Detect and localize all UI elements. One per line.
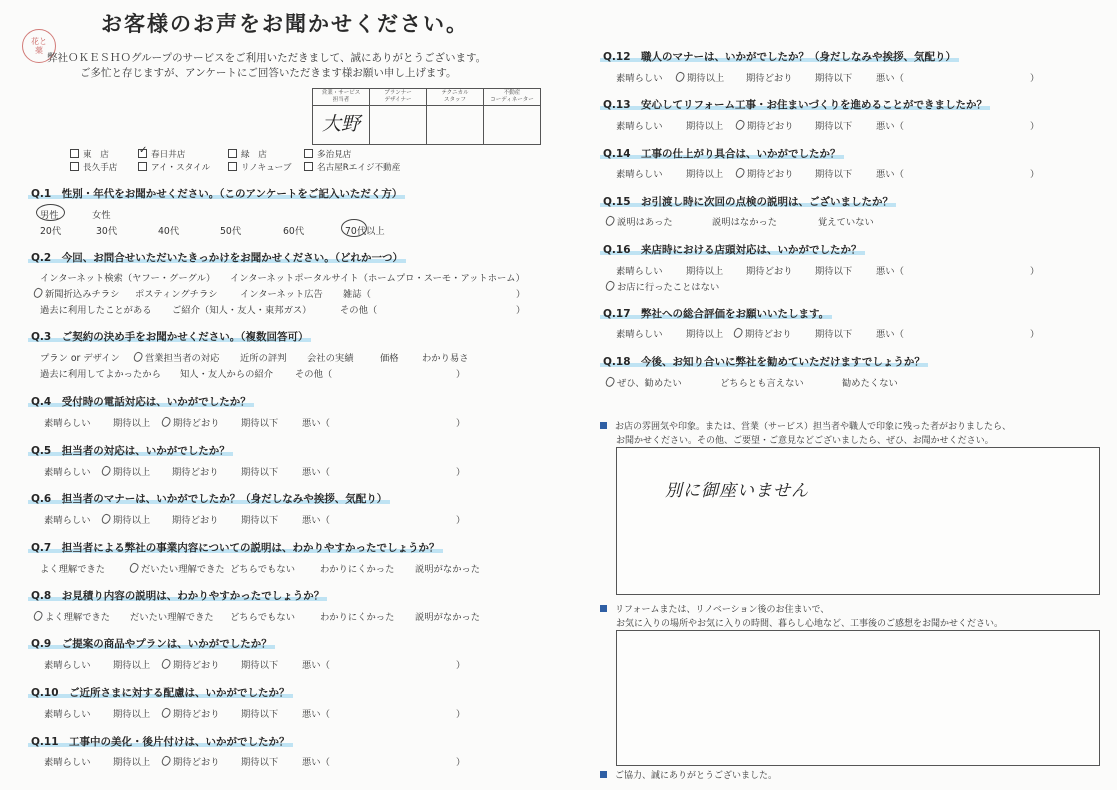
rating-option[interactable]: 期待以下 [241, 467, 279, 478]
question-16: Q.16 来店時における店頭対応は、いかがでしたか？ [600, 242, 865, 257]
question-14: Q.14 工事の仕上がり具合は、いかがでしたか？ [600, 146, 844, 161]
after-prompt-line-2: お気に入りの場所やお気に入りの時間、暮らし心地など、工事後のご感想をお聞かせください。 [616, 619, 1004, 629]
page-title: お客様のお声をお聞かせください。 [101, 12, 469, 36]
paren-close: ） [456, 660, 466, 671]
impression-prompt-line-2: お聞かせください。その他、ご要望・ご意見などございましたら、ぜひ、お聞かせください。 [616, 436, 994, 446]
staff-header-planner: プランナー デザイナー [370, 89, 427, 106]
rating-option[interactable]: 期待以上 [113, 709, 151, 720]
checkbox-icon[interactable] [304, 149, 313, 158]
staff-cell-sales[interactable] [313, 106, 370, 145]
answer-circle-icon [36, 204, 65, 221]
rating-option[interactable]: 期待以上 [686, 169, 724, 180]
checkbox-icon[interactable] [138, 162, 147, 171]
square-bullet-icon [600, 771, 607, 778]
understanding-option[interactable]: よく理解できた [40, 564, 106, 575]
q2-option[interactable]: 雑誌（ [343, 289, 371, 300]
understanding-option[interactable]: わかりにくかった [320, 612, 395, 623]
rating-option[interactable]: 期待以下 [241, 709, 279, 720]
staff-cell-planner[interactable] [370, 106, 427, 145]
rating-option[interactable]: 期待どおり [736, 118, 794, 132]
explanation-option[interactable]: 説明はあった [606, 214, 673, 228]
rating-option[interactable]: 素晴らしい [44, 418, 91, 429]
check-mark-icon [604, 280, 616, 293]
check-mark-icon [128, 562, 140, 575]
rating-option[interactable]: 期待以上 [113, 418, 151, 429]
rating-option[interactable]: 期待どおり [162, 754, 220, 768]
store-option[interactable]: ✓ 春日井店 [139, 145, 186, 160]
intro-line-2: ご多忙と存じますが、アンケートにご回答いただきます様お願い申し上げます。 [80, 67, 457, 79]
check-mark-icon [160, 416, 172, 429]
rating-option[interactable]: 期待以上 [102, 464, 150, 478]
rating-option[interactable]: 期待以下 [241, 757, 279, 768]
rating-option[interactable]: 期待以上 [686, 266, 724, 277]
rating-option[interactable]: 期待以下 [241, 515, 279, 526]
rating-option[interactable]: 悪い（ [302, 467, 330, 478]
rating-option[interactable]: 期待以下 [241, 418, 279, 429]
rating-option[interactable]: 素晴らしい [616, 169, 663, 180]
paren-close: ） [1030, 73, 1040, 84]
rating-option[interactable]: 悪い（ [876, 169, 904, 180]
hanko-stamp: 花と 薬 [22, 29, 56, 63]
rating-option[interactable]: 期待以下 [815, 329, 853, 340]
question-8: Q.8 お見積り内容の説明は、わかりやすかったでしょうか？ [28, 588, 327, 603]
q1-option-age[interactable]: 40代 [158, 226, 180, 237]
after-prompt-line-1: リフォームまたは、リノベーション後のお住まいで、 [600, 602, 829, 615]
rating-option[interactable]: 期待以上 [113, 757, 151, 768]
q3-option[interactable]: プラン or デザイン [40, 353, 120, 364]
understanding-option[interactable]: 説明がなかった [415, 612, 481, 623]
q3-option[interactable]: 価格 [380, 353, 399, 364]
rating-option[interactable]: 期待以下 [815, 266, 853, 277]
q2-option[interactable]: インターネットポータルサイト（ホームプロ・スーモ・アットホーム） [230, 273, 525, 284]
q3-option[interactable]: 過去に利用してよかったから [40, 369, 161, 380]
q3-option[interactable]: 営業担当者の対応 [134, 350, 219, 364]
check-mark-icon [604, 215, 616, 228]
rating-option[interactable]: 期待以上 [686, 121, 724, 132]
rating-option[interactable]: 期待以上 [102, 512, 150, 526]
check-mark-icon [100, 465, 112, 478]
question-3: Q.3 ご契約の決め手をお聞かせください。（複数回答可） [28, 329, 311, 344]
q3-option[interactable]: その他（ [295, 369, 333, 380]
question-18: Q.18 今後、お知り合いに弊社を勧めていただけますでしょうか？ [600, 354, 928, 369]
question-9: Q.9 ご提案の商品やプランは、いかがでしたか？ [28, 636, 275, 651]
q1-option-female[interactable]: 女性 [92, 210, 111, 221]
staff-cell-realestate[interactable] [484, 106, 541, 145]
rating-option[interactable]: 期待どおり [162, 706, 220, 720]
answer-circle-icon [341, 219, 367, 237]
check-mark-icon [160, 658, 172, 671]
rating-option[interactable]: 期待どおり [172, 467, 219, 478]
rating-option[interactable]: 素晴らしい [44, 515, 91, 526]
question-2: Q.2 今回、お問合せいただいたきっかけをお聞かせください。（どれか一つ） [28, 250, 406, 265]
checkbox-checked-icon[interactable]: ✓ [139, 145, 148, 156]
check-mark-icon [32, 610, 44, 623]
store-option[interactable]: 名古屋Rエイジ不動産 [304, 161, 400, 173]
staff-header-technical: テクニカル スタッフ [427, 89, 484, 106]
impression-handwritten-answer: 別に御座いません [665, 481, 809, 501]
recommend-option[interactable]: 勧めたくない [842, 378, 898, 389]
rating-option[interactable]: 期待どおり [162, 415, 220, 429]
rating-option[interactable]: 悪い（ [302, 515, 330, 526]
rating-option[interactable]: 期待以下 [815, 121, 853, 132]
rating-option[interactable]: 素晴らしい [44, 467, 91, 478]
paren-close: ） [456, 418, 466, 429]
question-13: Q.13 安心してリフォーム工事・お住まいづくりを進めることができましたか？ [600, 97, 990, 112]
question-10: Q.10 ご近所さまに対する配慮は、いかがでしたか？ [28, 685, 293, 700]
question-15: Q.15 お引渡し時に次回の点検の説明は、ございましたか？ [600, 194, 896, 209]
check-mark-icon [160, 707, 172, 720]
rating-option[interactable]: 期待どおり [172, 515, 219, 526]
question-12: Q.12 職人のマナーは、いかがでしたか？（身だしなみや挨拶、気配り） [600, 49, 959, 64]
q2-option[interactable]: ポスティングチラシ [135, 289, 218, 300]
paren-close: ） [456, 515, 466, 526]
rating-option[interactable]: 期待どおり [736, 166, 794, 180]
q2-option[interactable]: インターネット広告 [240, 289, 323, 300]
rating-option[interactable]: 悪い（ [302, 660, 330, 671]
q3-option[interactable]: わかり易さ [422, 353, 469, 364]
rating-option[interactable]: 期待以下 [815, 73, 853, 84]
check-mark-icon [160, 755, 172, 768]
square-bullet-icon [600, 605, 607, 612]
q2-paren-close: ） [516, 305, 526, 316]
question-4: Q.4 受付時の電話対応は、いかがでしたか？ [28, 394, 254, 409]
check-mark-icon [734, 167, 746, 180]
store-option[interactable]: アイ・スタイル [138, 161, 210, 173]
q3-option[interactable]: 近所の評判 [240, 353, 287, 364]
handwritten-staff-name: 大野 [321, 113, 360, 135]
rating-option[interactable]: 期待どおり [734, 326, 792, 340]
never-visited-option[interactable]: お店に行ったことはない [606, 279, 719, 293]
understanding-option[interactable]: よく理解できた [34, 609, 110, 623]
rating-option[interactable]: 期待以下 [815, 169, 853, 180]
understanding-option[interactable]: だいたい理解できた [130, 612, 214, 623]
staff-header-realestate: 不動産 コーディネーター [484, 89, 541, 106]
paren-close: ） [1030, 266, 1040, 277]
check-mark-icon [604, 376, 616, 389]
q1-option-age[interactable]: 20代 [40, 226, 62, 237]
rating-option[interactable]: 素晴らしい [616, 329, 663, 340]
checkbox-icon[interactable] [70, 162, 79, 171]
paren-close: ） [456, 757, 466, 768]
store-option[interactable]: 長久手店 [70, 161, 117, 173]
explanation-option[interactable]: 覚えていない [818, 217, 874, 228]
explanation-option[interactable]: 説明はなかった [712, 217, 778, 228]
rating-option[interactable]: 素晴らしい [44, 757, 91, 768]
rating-option[interactable]: 素晴らしい [44, 660, 91, 671]
understanding-option[interactable]: どちらでもない [230, 564, 295, 575]
question-7: Q.7 担当者による弊社の事業内容についての説明は、わかりやすかったでしょうか？ [28, 540, 443, 555]
check-mark-icon [732, 327, 744, 340]
q2-option[interactable]: 過去に利用したことがある [40, 305, 152, 316]
intro-line-1: 弊社ＯＫＥＳＨＯグループのサービスをご利用いただきまして、誠にありがとうございます。 [47, 52, 487, 64]
understanding-option[interactable]: だいたい理解できた [130, 561, 225, 575]
check-mark-icon [100, 513, 112, 526]
q1-option-age[interactable]: 30代 [96, 226, 118, 237]
q3-paren-close: ） [456, 369, 466, 380]
checkbox-icon[interactable] [70, 149, 79, 158]
rating-option[interactable]: 悪い（ [876, 266, 904, 277]
rating-option[interactable]: 悪い（ [302, 757, 330, 768]
paren-close: ） [1030, 329, 1040, 340]
understanding-option[interactable]: わかりにくかった [320, 564, 395, 575]
recommend-option[interactable]: どちらとも言えない [720, 378, 804, 389]
q2-option[interactable]: 新聞折込みチラシ [34, 286, 119, 300]
square-bullet-icon [600, 422, 607, 429]
q3-option[interactable]: 知人・友人からの紹介 [180, 369, 273, 380]
rating-option[interactable]: 期待以下 [241, 660, 279, 671]
checkbox-icon[interactable] [228, 149, 237, 158]
recommend-option[interactable]: ぜひ、勧めたい [606, 375, 682, 389]
question-1: Q.1 性別・年代をお聞かせください。（このアンケートをご記入いただく方） [28, 186, 405, 201]
impression-prompt-line-1: お店の雰囲気や印象。または、営業（サービス）担当者や職人で印象に残った者がおりましたら、 [600, 419, 1011, 432]
rating-option[interactable]: 悪い（ [302, 418, 330, 429]
rating-option[interactable]: 素晴らしい [616, 266, 663, 277]
paren-close: ） [1030, 169, 1040, 180]
q1-option-male[interactable]: 男性 [40, 210, 59, 221]
checkbox-icon[interactable] [228, 162, 237, 171]
paren-close: ） [456, 709, 466, 720]
closing-message: ご協力、誠にありがとうございました。 [600, 768, 777, 781]
rating-option[interactable]: 悪い（ [302, 709, 330, 720]
staff-cell-technical[interactable] [427, 106, 484, 145]
rating-option[interactable]: 悪い（ [876, 121, 904, 132]
store-option[interactable]: 多治見店 [304, 148, 351, 160]
question-5: Q.5 担当者の対応は、いかがでしたか？ [28, 443, 233, 458]
check-mark-icon [674, 71, 686, 84]
rating-option[interactable]: 悪い（ [876, 329, 904, 340]
q2-option[interactable]: ご紹介（知人・友人・東邦ガス） [172, 305, 312, 316]
rating-option[interactable]: 素晴らしい [616, 121, 663, 132]
rating-option[interactable]: 悪い（ [876, 73, 904, 84]
q2-option[interactable]: インターネット検索（ヤフー・グーグル） [40, 273, 216, 284]
store-option[interactable]: 緑 店 [228, 148, 267, 160]
store-option[interactable]: 東 店 [70, 148, 109, 160]
q2-paren-close: ） [516, 289, 526, 300]
q2-option[interactable]: その他（ [340, 305, 378, 316]
q1-option-age[interactable]: 70代以上 [345, 226, 385, 237]
check-mark-icon [32, 287, 44, 300]
q1-option-age[interactable]: 50代 [220, 226, 242, 237]
rating-option[interactable]: 期待以上 [676, 70, 724, 84]
impression-textarea[interactable] [616, 447, 1100, 595]
rating-option[interactable]: 期待以上 [686, 329, 724, 340]
after-reform-textarea[interactable] [616, 630, 1100, 766]
q3-option[interactable]: 会社の実績 [307, 353, 354, 364]
rating-option[interactable]: 期待どおり [746, 73, 793, 84]
understanding-option[interactable]: 説明がなかった [415, 564, 481, 575]
paren-close: ） [1030, 121, 1040, 132]
rating-option[interactable]: 期待どおり [162, 657, 220, 671]
question-17: Q.17 弊社への総合評価をお願いいたします。 [600, 306, 832, 321]
rating-option[interactable]: 期待以上 [113, 660, 151, 671]
question-11: Q.11 工事中の美化・後片付けは、いかがでしたか？ [28, 734, 293, 749]
checkbox-icon[interactable] [304, 162, 313, 171]
rating-option[interactable]: 素晴らしい [616, 73, 663, 84]
check-mark-icon [132, 351, 144, 364]
staff-table [312, 88, 541, 145]
store-option[interactable]: リノキューブ [228, 161, 291, 173]
understanding-option[interactable]: どちらでもない [230, 612, 295, 623]
question-6: Q.6 担当者のマナーは、いかがでしたか？（身だしなみや挨拶、気配り） [28, 491, 390, 506]
rating-option[interactable]: 素晴らしい [44, 709, 91, 720]
q1-option-age[interactable]: 60代 [283, 226, 305, 237]
rating-option[interactable]: 期待どおり [746, 266, 793, 277]
check-mark-icon [734, 119, 746, 132]
paren-close: ） [456, 467, 466, 478]
staff-header-sales: 営業・サービス 担当者 [313, 89, 370, 106]
